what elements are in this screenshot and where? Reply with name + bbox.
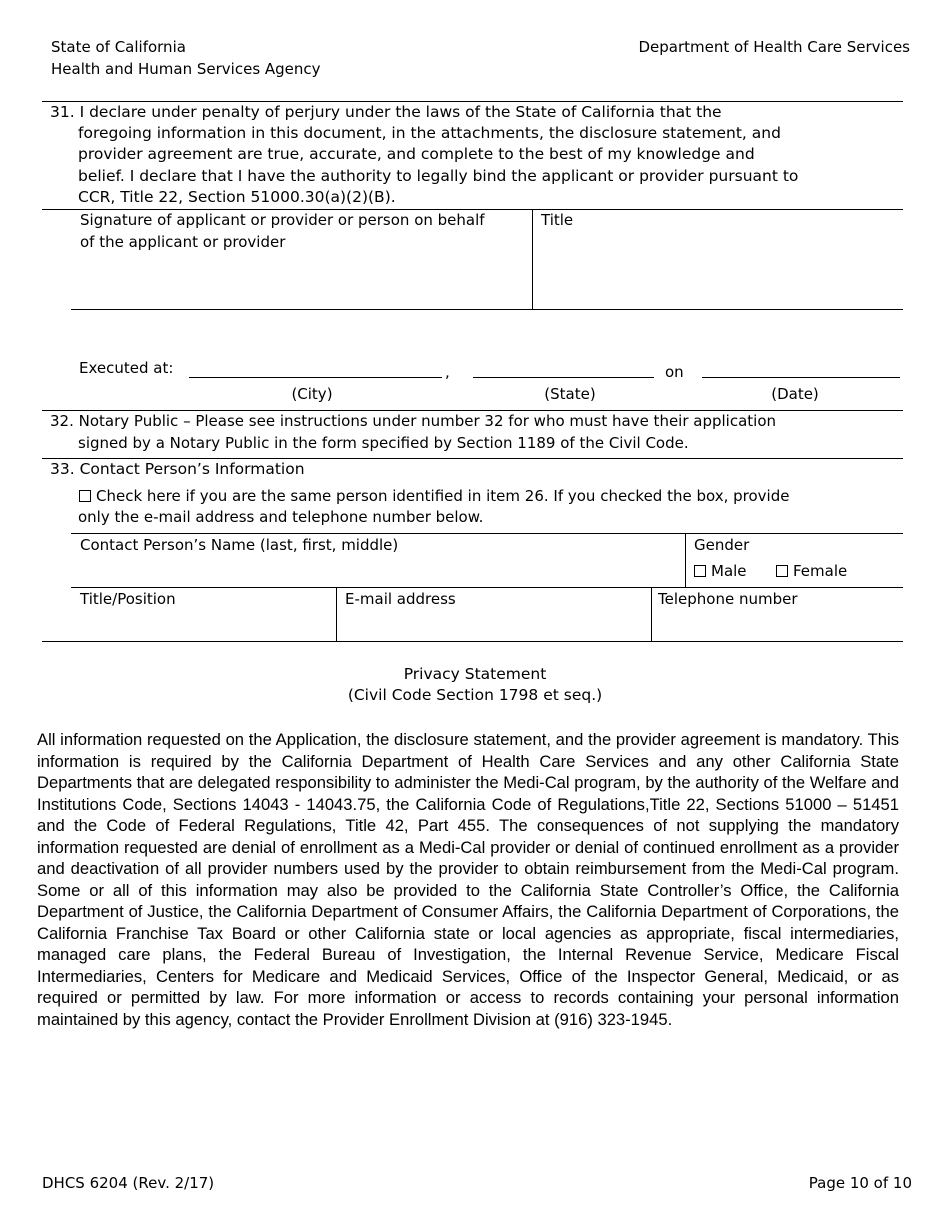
form-number: DHCS 6204 (Rev. 2/17) xyxy=(42,1174,215,1192)
female-label: Female xyxy=(793,562,848,580)
privacy-body: All information requested on the Application, the disclosure statement, and the provider agreement is mandatory. This information is required by the California Department of Health Care Services and any other California State Departments that are delegated responsibility to administer the Medi-Cal program, by the authority of the Welfare and Institutions Code, Sections 14043 - 14043.75, the California Code of Regulations,Title 22, Sections 51000 – 51451 and the Code of Federal Regulations, Title 42, Part 455. The consequences of not supplying the mandatory information requested are denial of enrollment as a Medi-Cal provider or denial of continued enrollment as a provider and deactivation of all provider numbers used by the provider to obtain reimbursement from the Medi-Cal program. Some or all of this information may also be provided to the California State Controller’s Office, the California Department of Justice, the California Department of Consumer Affairs, the California Department of Corporations, the California Franchise Tax Board or other California state or local agencies as appropriate, fiscal intermediaries, managed care plans, the Federal Bureau of Investigation, the Internal Revenue Service, Medicare Fiscal Intermediaries, Centers for Medicare and Medicaid Services, Office of the Inspector General, Medicaid, or as required or permitted by law. For more information or access to records containing your personal information maintained by this agency, contact the Provider Enrollment Division at (916) 323-1945. xyxy=(37,730,899,1029)
telephone-field[interactable] xyxy=(658,612,898,638)
email-field[interactable] xyxy=(345,612,645,638)
item31-line-4: belief. I declare that I have the authority to legally bind the applicant or provider pursuant to xyxy=(78,167,799,185)
divider xyxy=(532,209,533,309)
header-department: Department of Health Care Services xyxy=(638,38,910,56)
title-field[interactable] xyxy=(541,236,896,304)
email-label: E-mail address xyxy=(345,590,456,608)
signature-label-2: of the applicant or provider xyxy=(80,233,286,251)
state-input[interactable] xyxy=(473,356,654,378)
male-checkbox[interactable] xyxy=(694,565,706,577)
item31-line-3: provider agreement are true, accurate, and complete to the best of my knowledge and xyxy=(78,145,755,163)
contact-name-label: Contact Person’s Name (last, first, middle) xyxy=(80,536,399,554)
privacy-title: Privacy Statement xyxy=(403,665,547,683)
divider xyxy=(651,587,652,641)
city-caption: (City) xyxy=(291,385,333,403)
same-person-row xyxy=(79,486,789,507)
gender-female-option[interactable] xyxy=(776,561,847,582)
title-position-field[interactable] xyxy=(80,612,330,638)
divider xyxy=(685,533,686,587)
signature-field[interactable] xyxy=(80,258,525,304)
privacy-subtitle: (Civil Code Section 1798 et seq.) xyxy=(347,686,603,704)
title-position-label: Title/Position xyxy=(80,590,176,608)
same-person-checkbox[interactable] xyxy=(79,490,91,502)
date-caption: (Date) xyxy=(771,385,819,403)
state-caption: (State) xyxy=(544,385,596,403)
item31-line-2: foregoing information in this document, in the attachments, the disclosure statement, and xyxy=(78,124,781,142)
item32-line-1: 32. Notary Public – Please see instructions under number 32 for who must have their application xyxy=(50,412,777,430)
divider xyxy=(71,309,903,310)
executed-at-label: Executed at: xyxy=(79,359,174,377)
item33-heading: 33. Contact Person’s Information xyxy=(50,460,305,478)
gender-male-option[interactable] xyxy=(694,561,747,582)
item31-line-5: CCR, Title 22, Section 51000.30(a)(2)(B). xyxy=(78,188,396,206)
divider xyxy=(71,533,903,534)
divider xyxy=(336,587,337,641)
signature-label-1: Signature of applicant or provider or person on behalf xyxy=(80,211,485,229)
contact-name-field[interactable] xyxy=(80,558,678,584)
page-number: Page 10 of 10 xyxy=(808,1174,912,1192)
same-person-text: Check here if you are the same person identified in item 26. If you checked the box, provide xyxy=(96,487,790,505)
title-label: Title xyxy=(541,211,574,229)
comma-separator: , xyxy=(445,363,450,381)
header-agency: Health and Human Services Agency xyxy=(51,60,321,78)
telephone-label: Telephone number xyxy=(658,590,798,608)
gender-label: Gender xyxy=(694,536,750,554)
same-person-text-2: only the e-mail address and telephone number below. xyxy=(78,508,484,526)
female-checkbox[interactable] xyxy=(776,565,788,577)
city-input[interactable] xyxy=(189,356,442,378)
header-state: State of California xyxy=(51,38,186,56)
on-label: on xyxy=(665,363,684,381)
divider xyxy=(71,587,903,588)
item31-line-1: 31. I declare under penalty of perjury under the laws of the State of California that the xyxy=(50,103,722,121)
date-input[interactable] xyxy=(702,356,900,378)
item32-line-2: signed by a Notary Public in the form specified by Section 1189 of the Civil Code. xyxy=(78,434,689,452)
divider xyxy=(42,641,903,642)
male-label: Male xyxy=(711,562,747,580)
